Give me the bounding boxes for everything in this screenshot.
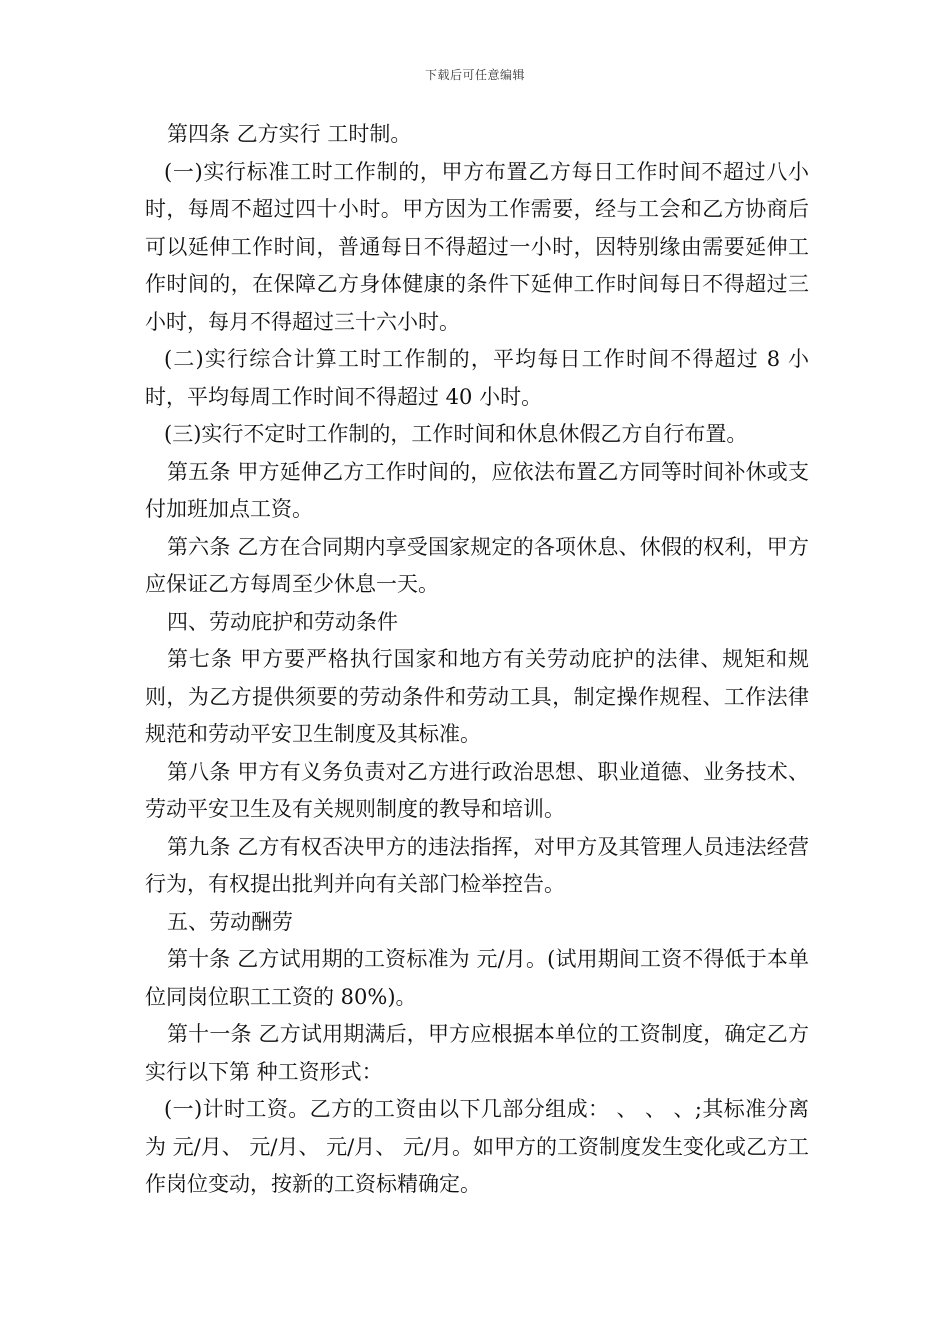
clause-time-wage: (一)计时工资。乙方的工资由以下几部分组成： 、 、 、;其标准分离为 元/月、 元/月、 元/月、 元/月。如甲方的工资制度发生变化或乙方工作岗位变动，按新的工资标精确定。 — [145, 1097, 809, 1196]
section-heading-remuneration: 五、劳动酬劳 — [167, 909, 293, 934]
article-4-paragraph: 第四条 乙方实行 工时制。 — [167, 122, 412, 146]
article-9-paragraph: 第九条 乙方有权否决甲方的违法指挥，对甲方及其管理人员违法经营行为，有权提出批判并向有关部门检举控告。 — [145, 834, 809, 896]
article-6-paragraph: 第六条 乙方在合同期内享受国家规定的各项休息、休假的权利，甲方应保证乙方每周至少休息一天。 — [145, 534, 809, 596]
article-11-paragraph: 第十一条 乙方试用期满后，甲方应根据本单位的工资制度，确定乙方实行以下第 种工资形式： — [145, 1022, 809, 1084]
clause-standard-hours: (一)实行标准工时工作制的，甲方布置乙方每日工作时间不超过八小时，每周不超过四十小时。甲方因为工作需要，经与工会和乙方协商后可以延伸工作时间，普通每日不得超过一小时，因特别缘由需要延伸工作时间的，在保障乙方身体健康的条件下延伸工作时间每日不得超过三小时，每月不得超过三十六小时。 — [145, 159, 809, 334]
article-10-paragraph: 第十条 乙方试用期的工资标准为 元/月。(试用期间工资不得低于本单位同岗位职工工资的 80%)。 — [145, 947, 809, 1009]
clause-comprehensive-hours: (二)实行综合计算工时工作制的，平均每日工作时间不得超过 8 小时，平均每周工作时间不得超过 40 小时。 — [145, 347, 809, 409]
section-heading-labor-protection: 四、劳动庇护和劳动条件 — [167, 609, 398, 634]
document-body — [145, 116, 809, 1204]
article-5-paragraph: 第五条 甲方延伸乙方工作时间的，应依法布置乙方同等时间补休或支付加班加点工资。 — [145, 459, 809, 521]
clause-flexible-hours: (三)实行不定时工作制的，工作时间和休息休假乙方自行布置。 — [164, 422, 748, 446]
page-header: 下载后可任意编辑 — [424, 68, 525, 82]
article-7-paragraph: 第七条 甲方要严格执行国家和地方有关劳动庇护的法律、规矩和规则，为乙方提供须要的劳动条件和劳动工具，制定操作规程、工作法律规范和劳动平安卫生制度及其标准。 — [145, 647, 809, 746]
article-8-paragraph: 第八条 甲方有义务负责对乙方进行政治思想、职业道德、业务技术、劳动平安卫生及有关规则制度的教导和培训。 — [145, 759, 809, 821]
